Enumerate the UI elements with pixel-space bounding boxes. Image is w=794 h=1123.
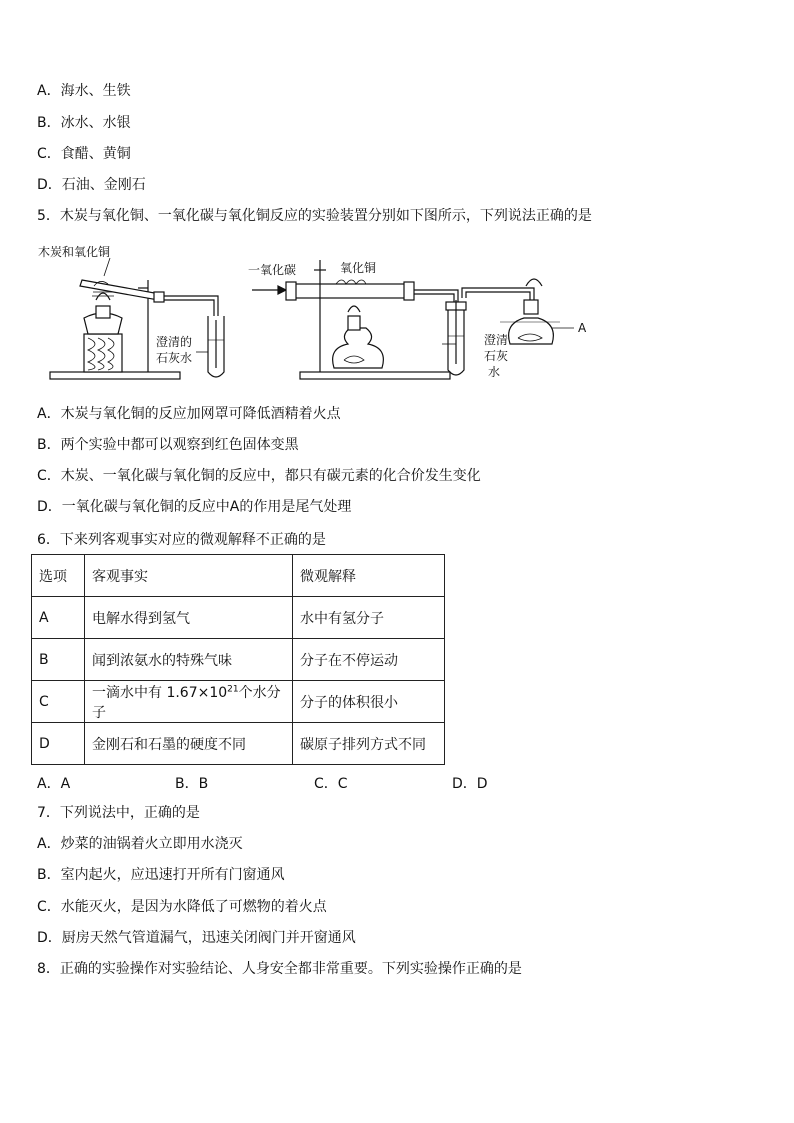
table-header-cell: 微观解释: [293, 555, 445, 597]
q6-stem: 6．下来列客观事实对应的微观解释不正确的是: [37, 532, 326, 548]
label-a: A: [578, 321, 587, 335]
label-cuo: 氧化铜: [340, 261, 377, 275]
table-row: [32, 639, 445, 681]
label-right-limewater-3: 水: [488, 365, 501, 379]
table-row: [32, 597, 445, 639]
label-left-reagent: 木炭和氧化铜: [38, 245, 111, 259]
q6-answer-c: C．C: [314, 776, 348, 792]
q7-option-d: D．厨房天然气管道漏气，迅速关闭阀门并开窗通风: [37, 930, 356, 946]
q7-stem: 7．下列说法中，正确的是: [37, 805, 200, 821]
table-cell: 分子在不停运动: [293, 639, 445, 681]
q6-answer-options: [37, 773, 557, 793]
table-cell: 闻到浓氨水的特殊气味: [85, 639, 293, 681]
label-left-limewater-1: 澄清的: [156, 335, 193, 349]
q5-option-a: A．木炭与氧化铜的反应加网罩可降低酒精着火点: [37, 406, 341, 422]
q5-option-d: D．一氧化碳与氧化铜的反应中A的作用是尾气处理: [37, 499, 352, 515]
label-left-limewater-2: 石灰水: [156, 351, 193, 365]
table-cell: B: [32, 639, 85, 681]
q4-option-d: D．石油、金刚石: [37, 177, 146, 193]
table-cell: 碳原子排列方式不同: [293, 723, 445, 765]
q5-option-c: C．木炭、一氧化碳与氧化铜的反应中，都只有碳元素的化合价发生变化: [37, 468, 481, 484]
label-right-limewater-2: 石灰: [484, 349, 509, 363]
table-cell: 分子的体积很小: [293, 681, 445, 723]
q7-option-b: B．室内起火，应迅速打开所有门窗通风: [37, 867, 285, 883]
fact-c-tail: 个水分子: [92, 684, 281, 721]
fact-c-base: 一滴水中有 1.67×10: [92, 684, 228, 701]
q5-apparatus-figure: [38, 240, 598, 390]
table-row: [32, 723, 445, 765]
table-cell: A: [32, 597, 85, 639]
label-right-limewater-1: 澄清: [484, 333, 509, 347]
table-cell: D: [32, 723, 85, 765]
q6-table: [31, 554, 445, 765]
table-cell: 电解水得到氢气: [85, 597, 293, 639]
table-header-row: [32, 555, 445, 597]
q7-option-a: A．炒菜的油锅着火立即用水浇灭: [37, 836, 243, 852]
q6-answer-d: D．D: [452, 776, 488, 792]
q4-option-a: A．海水、生铁: [37, 83, 131, 99]
fact-c-exponent: 21: [227, 683, 239, 694]
q7-option-c: C．水能灭火，是因为水降低了可燃物的着火点: [37, 899, 327, 915]
q5-stem: 5．木炭与氧化铜、一氧化碳与氧化铜反应的实验装置分别如下图所示，下列说法正确的是: [37, 208, 592, 224]
q5-option-b: B．两个实验中都可以观察到红色固体变黑: [37, 437, 299, 453]
table-header-cell: 选项: [32, 555, 85, 597]
table-cell-fact-c: [85, 681, 293, 723]
table-header-cell: 客观事实: [85, 555, 293, 597]
apparatus-diagram: [38, 240, 598, 390]
q6-answer-b: B．B: [175, 776, 209, 792]
q6-answer-a: A．A: [37, 776, 71, 792]
q4-option-c: C．食醋、黄铜: [37, 146, 131, 162]
table-cell: C: [32, 681, 85, 723]
table-cell: 水中有氢分子: [293, 597, 445, 639]
q8-stem: 8．正确的实验操作对实验结论、人身安全都非常重要。下列实验操作正确的是: [37, 961, 522, 977]
table-row: [32, 681, 445, 723]
q4-option-b: B．冰水、水银: [37, 115, 131, 131]
table-cell: 金刚石和石墨的硬度不同: [85, 723, 293, 765]
label-co: 一氧化碳: [248, 263, 297, 277]
